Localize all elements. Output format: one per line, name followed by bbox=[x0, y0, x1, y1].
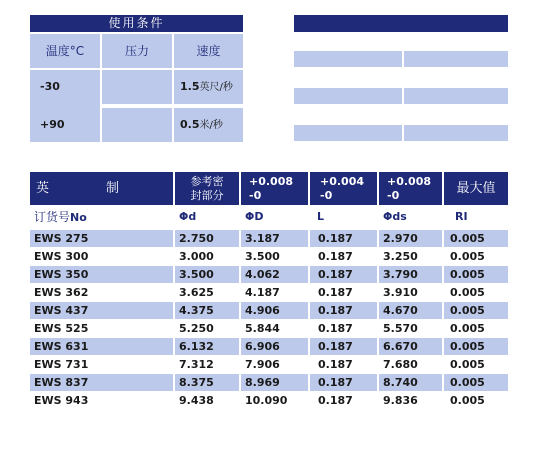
dimension-cell: 0.187 bbox=[318, 376, 353, 389]
conditions-pressure-cell-1 bbox=[102, 70, 172, 104]
order-number-cell: EWS 437 bbox=[34, 304, 89, 317]
dimension-cell: 3.790 bbox=[383, 268, 418, 281]
temperature-max: +90 bbox=[40, 118, 65, 131]
subheader-L: L bbox=[317, 210, 325, 223]
dimension-cell: 6.906 bbox=[245, 340, 280, 353]
dimension-cell: 4.187 bbox=[245, 286, 280, 299]
subheader-D: ΦD bbox=[245, 210, 264, 223]
dimension-cell: 4.906 bbox=[245, 304, 280, 317]
order-number-cell: EWS 731 bbox=[34, 358, 89, 371]
subheader-d: Φd bbox=[179, 210, 197, 223]
conditions-title: 使用条件 bbox=[30, 15, 243, 32]
dimension-cell: 9.438 bbox=[179, 394, 214, 407]
table-row bbox=[30, 374, 508, 391]
dimension-cell: 0.187 bbox=[318, 268, 353, 281]
table-header-max: 最大值 bbox=[444, 172, 508, 205]
table-row bbox=[30, 230, 508, 247]
table-row bbox=[30, 320, 508, 337]
dimension-cell: 0.005 bbox=[450, 286, 485, 299]
conditions-header-temperature: 温度°C bbox=[30, 34, 100, 68]
column-divider bbox=[239, 172, 241, 406]
column-divider bbox=[308, 172, 310, 406]
right-bar-1a bbox=[294, 51, 402, 67]
dimension-cell: 8.375 bbox=[179, 376, 214, 389]
order-number-cell: EWS 943 bbox=[34, 394, 89, 407]
dimension-cell: 4.062 bbox=[245, 268, 280, 281]
dimension-cell: 6.670 bbox=[383, 340, 418, 353]
dimension-cell: 3.500 bbox=[179, 268, 214, 281]
table-row bbox=[30, 338, 508, 355]
dimension-cell: 8.969 bbox=[245, 376, 280, 389]
table-row bbox=[30, 302, 508, 319]
dimension-cell: 3.250 bbox=[383, 250, 418, 263]
column-divider bbox=[377, 172, 379, 406]
dimension-cell: 0.005 bbox=[450, 304, 485, 317]
dimension-cell: 0.187 bbox=[318, 286, 353, 299]
dimension-cell: 10.090 bbox=[245, 394, 288, 407]
dimension-cell: 0.187 bbox=[318, 232, 353, 245]
dimension-cell: 3.625 bbox=[179, 286, 214, 299]
table-header-tolerance-2: +0.004 -0 bbox=[310, 172, 377, 205]
table-row bbox=[30, 284, 508, 301]
dimension-cell: 0.187 bbox=[318, 304, 353, 317]
dimension-cell: 0.187 bbox=[318, 394, 353, 407]
conditions-pressure-cell-2 bbox=[102, 108, 172, 142]
dimension-cell: 0.005 bbox=[450, 232, 485, 245]
subheader-order-no: 订货号No bbox=[34, 210, 87, 224]
speed-value-2: 0.5米/秒 bbox=[180, 118, 223, 131]
table-row bbox=[30, 356, 508, 373]
conditions-header-speed: 速度 bbox=[174, 34, 243, 68]
dimension-cell: 5.844 bbox=[245, 322, 280, 335]
dimension-cell: 0.005 bbox=[450, 268, 485, 281]
table-row bbox=[30, 248, 508, 265]
right-bar-3a bbox=[294, 125, 402, 141]
speed-value-1: 1.5英尺/秒 bbox=[180, 80, 233, 93]
conditions-header-pressure: 压力 bbox=[102, 34, 172, 68]
dimension-cell: 5.570 bbox=[383, 322, 418, 335]
temperature-min: -30 bbox=[40, 80, 60, 93]
dimension-cell: 0.187 bbox=[318, 340, 353, 353]
dimension-cell: 0.005 bbox=[450, 340, 485, 353]
table-row bbox=[30, 392, 508, 409]
dimension-cell: 9.836 bbox=[383, 394, 418, 407]
order-number-cell: EWS 525 bbox=[34, 322, 89, 335]
dimension-cell: 0.187 bbox=[318, 250, 353, 263]
dimension-cell: 8.740 bbox=[383, 376, 418, 389]
dimension-cell: 0.005 bbox=[450, 322, 485, 335]
dimension-cell: 4.670 bbox=[383, 304, 418, 317]
right-bar-2a bbox=[294, 88, 402, 104]
dimension-cell: 2.750 bbox=[179, 232, 214, 245]
dimension-cell: 0.005 bbox=[450, 250, 485, 263]
order-number-cell: EWS 300 bbox=[34, 250, 89, 263]
dimension-cell: 0.005 bbox=[450, 358, 485, 371]
right-bar-1b bbox=[404, 51, 508, 67]
conditions-speed-cell-2 bbox=[174, 108, 243, 142]
table-header-tolerance-3: +0.008 -0 bbox=[379, 172, 442, 205]
subheader-ds: Φds bbox=[383, 210, 407, 223]
order-number-cell: EWS 275 bbox=[34, 232, 89, 245]
right-bar-2b bbox=[404, 88, 508, 104]
table-header-reference-seal: 参考密 封部分 bbox=[175, 172, 239, 205]
conditions-temperature-cell bbox=[30, 70, 100, 142]
dimension-cell: 5.250 bbox=[179, 322, 214, 335]
dimension-cell: 3.000 bbox=[179, 250, 214, 263]
subheader-RI: RI bbox=[455, 210, 468, 223]
dimension-cell: 7.680 bbox=[383, 358, 418, 371]
order-number-cell: EWS 837 bbox=[34, 376, 89, 389]
column-divider bbox=[173, 172, 175, 406]
dimension-cell: 3.500 bbox=[245, 250, 280, 263]
order-number-cell: EWS 362 bbox=[34, 286, 89, 299]
dimension-cell: 3.910 bbox=[383, 286, 418, 299]
right-header-bar bbox=[294, 15, 508, 32]
right-bar-3b bbox=[404, 125, 508, 141]
dimension-cell: 0.005 bbox=[450, 376, 485, 389]
dimension-cell: 0.005 bbox=[450, 394, 485, 407]
dimension-cell: 0.187 bbox=[318, 322, 353, 335]
order-number-cell: EWS 631 bbox=[34, 340, 89, 353]
order-number-cell: EWS 350 bbox=[34, 268, 89, 281]
conditions-speed-cell-1 bbox=[174, 70, 243, 104]
dimension-cell: 2.970 bbox=[383, 232, 418, 245]
table-header-tolerance-1: +0.008 -0 bbox=[241, 172, 308, 205]
dimension-cell: 3.187 bbox=[245, 232, 280, 245]
table-row bbox=[30, 266, 508, 283]
dimension-cell: 6.132 bbox=[179, 340, 214, 353]
table-header-imperial: 英 制 bbox=[30, 172, 173, 205]
dimension-cell: 7.906 bbox=[245, 358, 280, 371]
dimension-cell: 7.312 bbox=[179, 358, 214, 371]
dimension-cell: 4.375 bbox=[179, 304, 214, 317]
dimension-cell: 0.187 bbox=[318, 358, 353, 371]
column-divider bbox=[442, 172, 444, 406]
